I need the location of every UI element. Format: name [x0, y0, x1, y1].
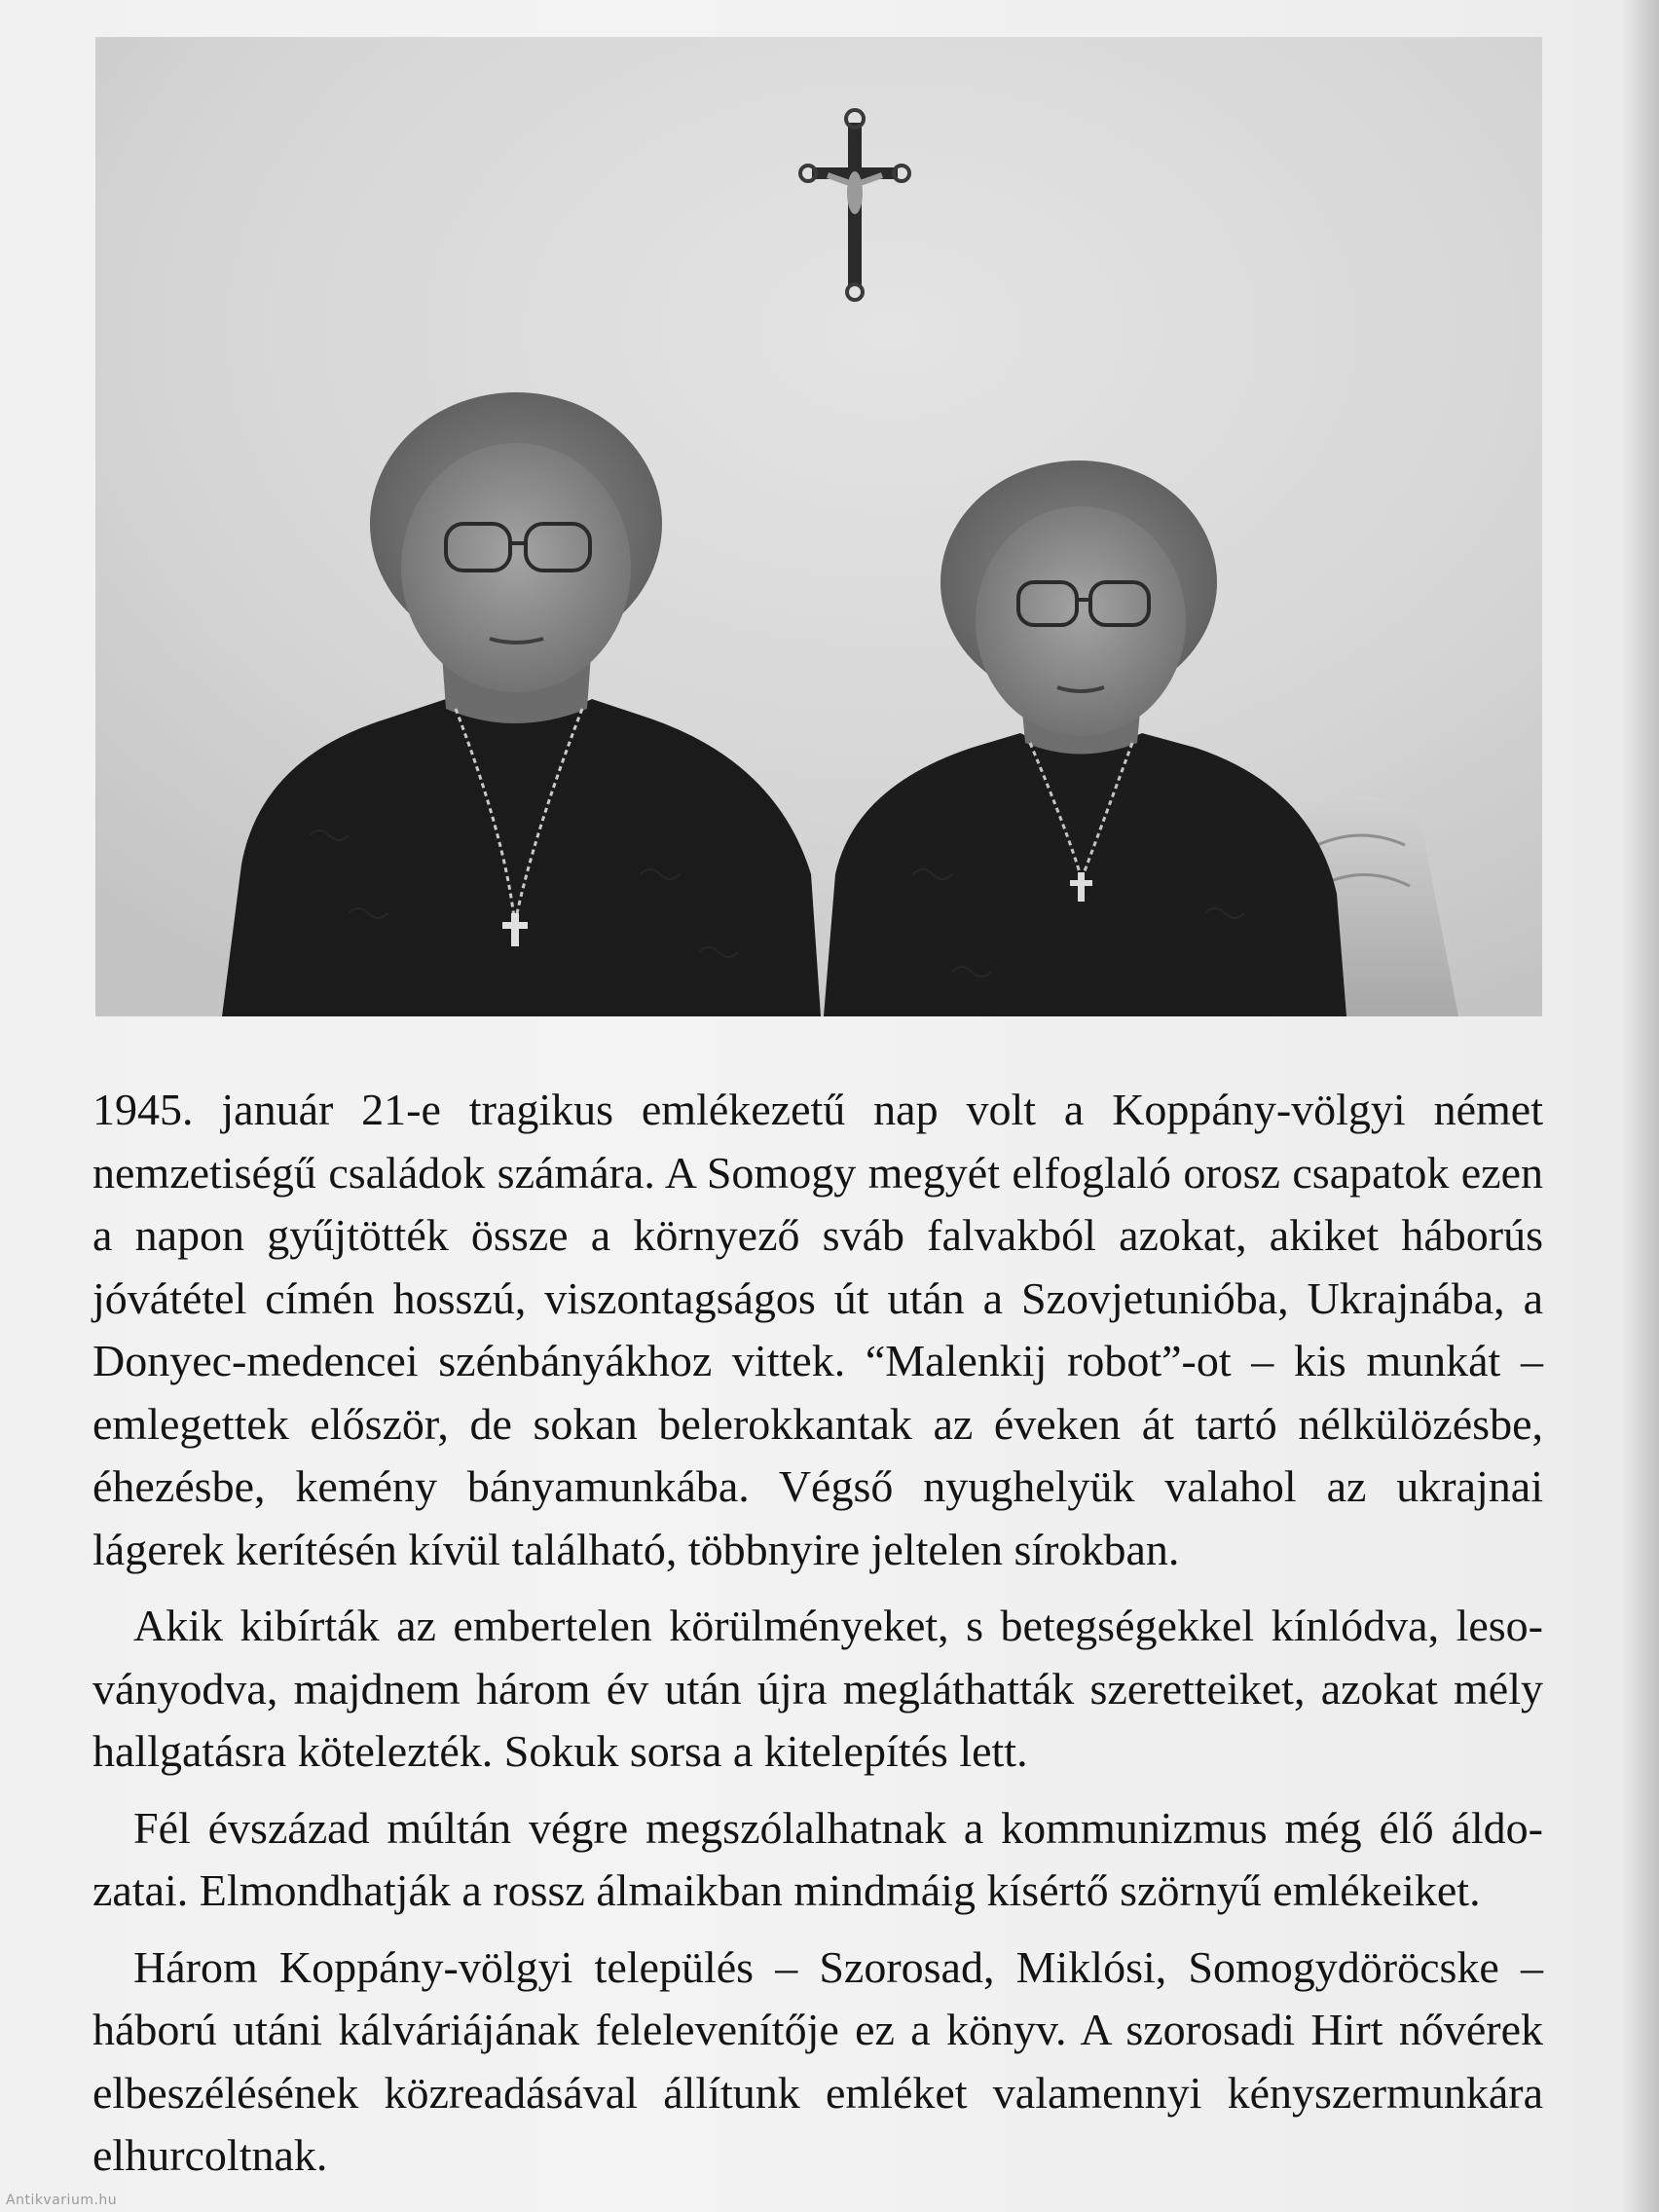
paragraph-1: 1945. január 21-e tragikus emlékezetű nap volt a Koppány-völgyi német nemzetiségű családok számára. A Somogy megyét elfoglaló orosz csapatok ezen a napon gyűjtötték össze a környező sváb falvakból azokat, akiket háborús jóvátétel címén hosszú, viszontagságos út után a Szovjetunióba, Ukrajnába, a Donyec-medencei szénbányákhoz vittek. “Malenkij robot”-ot – kis munkát – emlegettek először, de sokan belerokkantak az éveken át tartó nélkülözésbe, éhezésbe, kemény bányamunkába. Végső nyughelyük valahol az ukrajnai lágerek kerítésén kívül található, többnyire jeltelen sírokban.: [92, 1085, 1543, 1574]
photograph: [95, 37, 1542, 1016]
paragraph-3: Fél évszázad múltán végre megszólalhatnak a kommunizmus még élő áldozatai. Elmondhatják a rossz álmaikban mindmáig kísértő szörnyű emlékeiket.: [92, 1802, 1543, 1915]
watermark: Antikvarium.hu: [6, 2193, 118, 2208]
paragraph-4: Három Koppány-völgyi település – Szorosad, Miklósi, Somogydöröcske – háború utáni kálváriájának felelevenítője ez a könyv. A szorosadi Hirt nővérek elbeszélésének közreadásával állítunk emléket valamennyi kényszermunkára elhurcoltnak.: [92, 1941, 1543, 2180]
paragraph-2: Akik kibírták az embertelen körülményeket, s betegségekkel kínlódva, lesoványodva, majdnem három év után újra megláthatták szeretteiket, azokat mély hallgatásra kötelezték. Sokuk sorsa a kitelepítés lett.: [92, 1601, 1543, 1776]
page-edge-shadow: [1620, 0, 1659, 2212]
body-text: [92, 1079, 1543, 2201]
photograph-svg: [95, 37, 1542, 1016]
